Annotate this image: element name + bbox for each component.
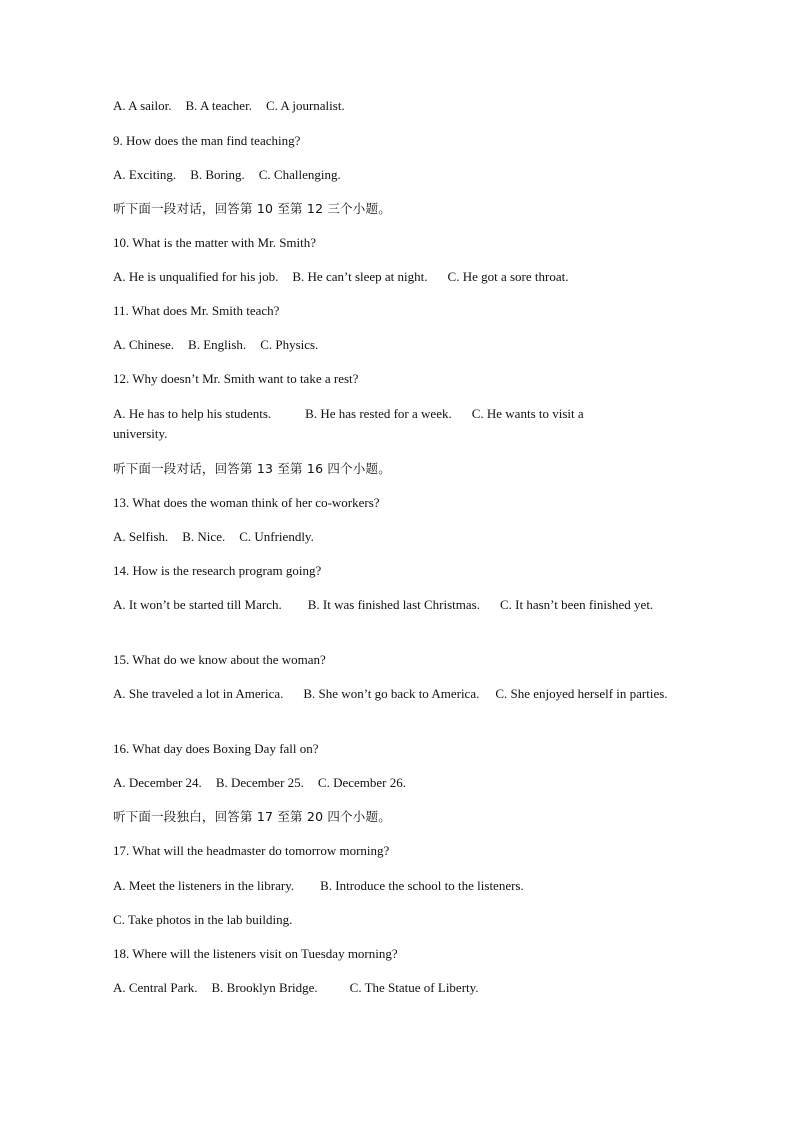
answer-options-q17-c [113, 910, 683, 930]
question-15: 15. What do we know about the woman? [113, 652, 326, 667]
option-a: A. A sailor. [113, 98, 172, 113]
option-a: A. Central Park. [113, 980, 198, 995]
question-16: 16. What day does Boxing Day fall on? [113, 741, 319, 756]
option-b: B. He can’t sleep at night. [292, 269, 428, 284]
section-heading-10-12: 听下面一段对话，回答第 10 至第 12 三个小题。 [113, 201, 391, 216]
option-b: B. Introduce the school to the listeners. [320, 878, 524, 893]
section-heading-13-16: 听下面一段对话，回答第 13 至第 16 四个小题。 [113, 461, 391, 476]
option-a: A. Chinese. [113, 337, 175, 352]
answer-options-q12 [113, 404, 633, 444]
answer-options-q13 [113, 527, 683, 547]
option-c: C. A journalist. [265, 98, 345, 113]
question-9: 9. How does the man find teaching? [113, 133, 301, 148]
option-a: A. It won’t be started till March. [113, 597, 282, 612]
answer-options-q16 [113, 773, 683, 793]
section-heading-17-20: 听下面一段独白，回答第 17 至第 20 四个小题。 [113, 809, 391, 824]
option-a: A. He is unqualified for his job. [113, 269, 279, 284]
option-a: A. Exciting. [113, 167, 177, 182]
option-b: B. English. [188, 337, 247, 352]
question-10: 10. What is the matter with Mr. Smith? [113, 235, 317, 250]
option-a: A. She traveled a lot in America. [113, 686, 284, 701]
option-b: B. December 25. [215, 775, 304, 790]
answer-options-q17-ab [113, 876, 683, 896]
option-b: B. He has rested for a week. [305, 406, 452, 421]
option-c: C. Physics. [260, 337, 319, 352]
option-a: A. Meet the listeners in the library. [113, 878, 295, 893]
answer-options-q8 [113, 96, 683, 116]
option-b: B. She won’t go back to America. [303, 686, 480, 701]
option-c: C. Unfriendly. [239, 529, 314, 544]
option-b: B. It was finished last Christmas. [307, 597, 480, 612]
question-11: 11. What does Mr. Smith teach? [113, 303, 280, 318]
option-c: C. Challenging. [258, 167, 341, 182]
option-b: B. Brooklyn Bridge. [211, 980, 318, 995]
question-12: 12. Why doesn’t Mr. Smith want to take a rest? [113, 371, 359, 386]
option-a: A. Selfish. [113, 529, 169, 544]
option-c: C. It hasn’t been finished yet. [499, 597, 654, 612]
option-c: C. December 26. [317, 775, 406, 790]
option-b: B. A teacher. [185, 98, 252, 113]
question-13: 13. What does the woman think of her co-workers? [113, 495, 380, 510]
option-c: C. She enjoyed herself in parties. [495, 686, 668, 701]
answer-options-q15 [113, 684, 678, 704]
answer-options-q18 [113, 978, 683, 998]
answer-options-q14 [113, 595, 678, 615]
option-b: B. Boring. [190, 167, 245, 182]
question-14: 14. How is the research program going? [113, 563, 322, 578]
answer-options-q11 [113, 335, 683, 355]
option-c: C. He wants to visit a university. [113, 406, 584, 441]
option-a: A. He has to help his students. [113, 406, 272, 421]
option-b: B. Nice. [182, 529, 226, 544]
answer-options-q9 [113, 165, 683, 185]
answer-options-q10 [113, 267, 683, 287]
option-c: C. Take photos in the lab building. [113, 912, 293, 927]
question-17: 17. What will the headmaster do tomorrow morning? [113, 843, 390, 858]
question-18: 18. Where will the listeners visit on Tuesday morning? [113, 946, 398, 961]
option-c: C. He got a sore throat. [447, 269, 569, 284]
option-a: A. December 24. [113, 775, 202, 790]
option-c: C. The Statue of Liberty. [349, 980, 479, 995]
